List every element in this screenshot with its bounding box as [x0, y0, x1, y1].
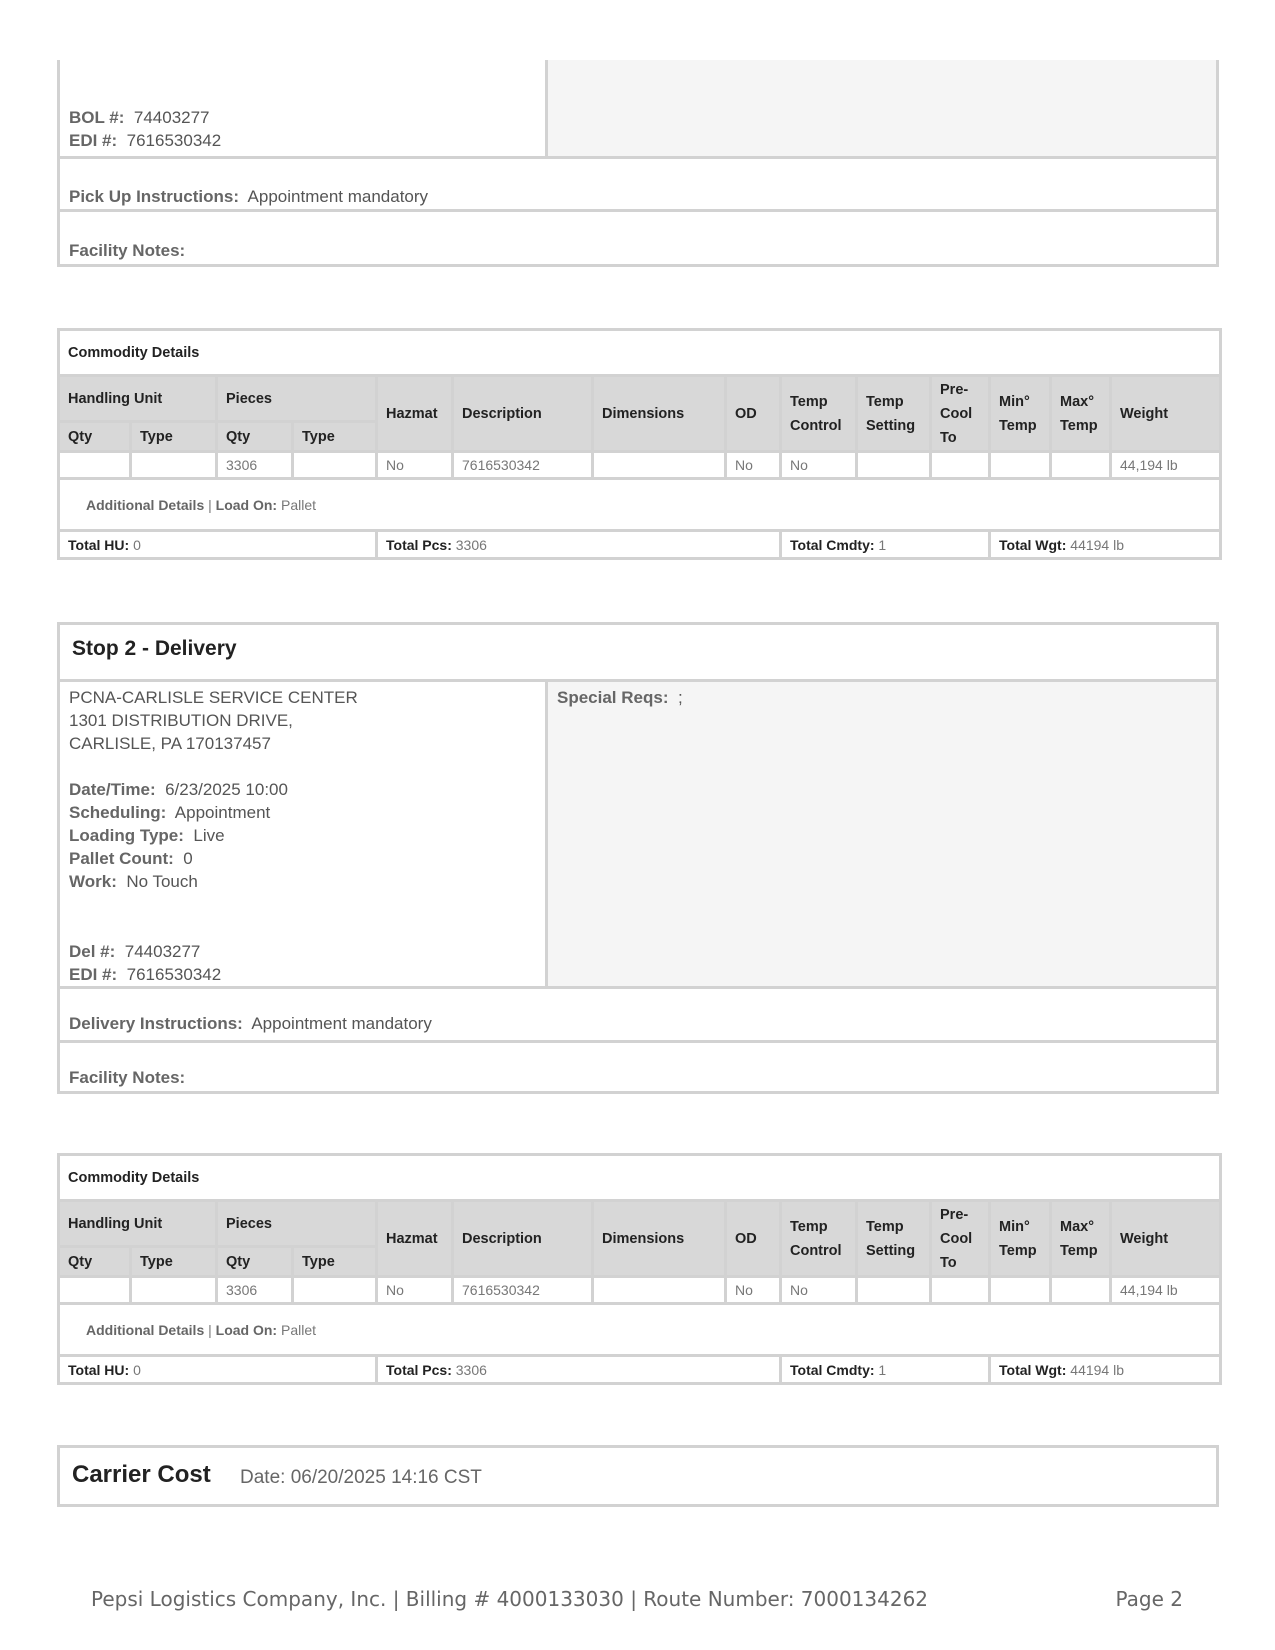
carrier-cost-title: Carrier Cost — [72, 1461, 211, 1488]
total-wgt: Total Wgt: 44194 lb — [990, 531, 1221, 559]
pcs-qty-header: Qty — [217, 1247, 293, 1277]
edi-label: EDI #: — [69, 131, 118, 150]
total-pcs: Total Pcs: 3306 — [377, 1356, 781, 1384]
pcs-qty-cell: 3306 — [217, 1277, 293, 1304]
description-cell: 7616530342 — [453, 452, 593, 479]
min-temp-cell — [990, 1277, 1051, 1304]
bol-value: 74403277 — [133, 108, 210, 127]
weight-header: Weight — [1111, 1201, 1221, 1277]
scheduling-line: Scheduling: Appointment — [69, 803, 271, 822]
edi-line-2: EDI #: 7616530342 — [69, 965, 222, 984]
address-line-2: 1301 DISTRIBUTION DRIVE, — [69, 711, 293, 730]
delivery-instructions-row — [60, 989, 1216, 1043]
precool-cell — [931, 1277, 990, 1304]
max-temp-cell — [1051, 1277, 1111, 1304]
stop1-info-row — [60, 60, 1216, 159]
dimensions-header: Dimensions — [593, 1201, 726, 1277]
delivery-instructions-value: Appointment mandatory — [251, 1014, 432, 1033]
loading-type-line: Loading Type: Live — [69, 826, 225, 845]
stop2-info-row — [60, 682, 1216, 989]
bol-label: BOL #: — [69, 108, 125, 127]
hu-qty-header: Qty — [59, 1247, 131, 1277]
weight-header: Weight — [1111, 376, 1221, 452]
min-temp-header: Min° Temp — [990, 1201, 1051, 1277]
stop1-left-cell — [60, 60, 548, 156]
stop2-facility-notes-row — [60, 1043, 1216, 1091]
pieces-header: Pieces — [217, 376, 377, 422]
additional-details: Additional Details | Load On: Pallet — [59, 479, 1221, 531]
pcs-type-header: Type — [293, 422, 377, 452]
max-temp-header: Max° Temp — [1051, 1201, 1111, 1277]
od-header: OD — [726, 1201, 781, 1277]
handling-unit-header: Handling Unit — [59, 1201, 217, 1247]
weight-cell: 44,194 lb — [1111, 1277, 1221, 1304]
del-line: Del #: 74403277 — [69, 942, 201, 961]
precool-header: Pre- Cool To — [931, 376, 990, 452]
stop2-header-row — [60, 625, 1216, 682]
temp-setting-header: Temp Setting — [857, 1201, 931, 1277]
temp-setting-header: Temp Setting — [857, 376, 931, 452]
precool-cell — [931, 452, 990, 479]
temp-control-header: Temp Control — [781, 376, 857, 452]
dimensions-header: Dimensions — [593, 376, 726, 452]
facility-notes-label-2: Facility Notes: — [69, 1068, 186, 1087]
stop2-title: Stop 2 - Delivery — [72, 637, 237, 660]
max-temp-header: Max° Temp — [1051, 376, 1111, 452]
pcs-type-cell — [293, 452, 377, 479]
datetime-line: Date/Time: 6/23/2025 10:00 — [69, 780, 288, 799]
handling-unit-header: Handling Unit — [59, 376, 217, 422]
temp-control-cell: No — [781, 452, 857, 479]
special-reqs-line: Special Reqs: ; — [557, 688, 683, 707]
stop2-left-cell — [60, 682, 548, 986]
commodity-title: Commodity Details — [59, 330, 1221, 376]
stop2-right-cell — [548, 682, 1216, 986]
pickup-instructions-value: Appointment mandatory — [247, 187, 429, 206]
delivery-instructions-label: Delivery Instructions: — [69, 1014, 243, 1033]
pcs-type-cell — [293, 1277, 377, 1304]
pcs-type-header: Type — [293, 1247, 377, 1277]
hazmat-cell: No — [377, 1277, 453, 1304]
hu-qty-header: Qty — [59, 422, 131, 452]
description-header: Description — [453, 376, 593, 452]
commodity-table — [57, 1153, 1222, 1385]
edi-line — [69, 129, 221, 152]
hazmat-header: Hazmat — [377, 1201, 453, 1277]
total-cmdty: Total Cmdty: 1 — [781, 1356, 990, 1384]
hu-type-cell — [131, 452, 217, 479]
od-cell: No — [726, 452, 781, 479]
hazmat-header: Hazmat — [377, 376, 453, 452]
pcs-qty-cell: 3306 — [217, 452, 293, 479]
temp-control-header: Temp Control — [781, 1201, 857, 1277]
temp-setting-cell — [857, 1277, 931, 1304]
dimensions-cell — [593, 1277, 726, 1304]
total-hu: Total HU: 0 — [59, 1356, 377, 1384]
pickup-instructions-label: Pick Up Instructions: — [69, 187, 240, 206]
hu-qty-cell — [59, 1277, 131, 1304]
total-hu: Total HU: 0 — [59, 531, 377, 559]
hu-type-cell — [131, 1277, 217, 1304]
address-line-1: PCNA-CARLISLE SERVICE CENTER — [69, 688, 358, 707]
stop2-section — [57, 622, 1219, 1094]
commodity-title: Commodity Details — [59, 1155, 1221, 1201]
table-row — [59, 452, 1221, 479]
stop1-facility-notes-row — [60, 212, 1216, 264]
carrier-cost-section — [57, 1445, 1219, 1507]
commodity-table — [57, 328, 1222, 560]
total-pcs: Total Pcs: 3306 — [377, 531, 781, 559]
hu-qty-cell — [59, 452, 131, 479]
weight-cell: 44,194 lb — [1111, 452, 1221, 479]
total-wgt: Total Wgt: 44194 lb — [990, 1356, 1221, 1384]
description-cell: 7616530342 — [453, 1277, 593, 1304]
additional-details: Additional Details | Load On: Pallet — [59, 1304, 1221, 1356]
hu-type-header: Type — [131, 422, 217, 452]
od-cell: No — [726, 1277, 781, 1304]
hazmat-cell: No — [377, 452, 453, 479]
facility-notes-label: Facility Notes: — [69, 241, 186, 260]
precool-header: Pre- Cool To — [931, 1201, 990, 1277]
address-line-3: CARLISLE, PA 170137457 — [69, 734, 271, 753]
dimensions-cell — [593, 452, 726, 479]
pieces-header: Pieces — [217, 1201, 377, 1247]
min-temp-cell — [990, 452, 1051, 479]
footer-page-number: Page 2 — [1115, 1587, 1183, 1611]
table-row — [59, 1277, 1221, 1304]
pallet-count-line: Pallet Count: 0 — [69, 849, 193, 868]
total-cmdty: Total Cmdty: 1 — [781, 531, 990, 559]
pcs-qty-header: Qty — [217, 422, 293, 452]
min-temp-header: Min° Temp — [990, 376, 1051, 452]
edi-value: 7616530342 — [126, 131, 222, 150]
stop1-right-cell — [548, 60, 1216, 156]
bol-line — [69, 106, 210, 129]
od-header: OD — [726, 376, 781, 452]
temp-setting-cell — [857, 452, 931, 479]
max-temp-cell — [1051, 452, 1111, 479]
stop1-section — [57, 60, 1219, 267]
hu-type-header: Type — [131, 1247, 217, 1277]
carrier-cost-date: Date: 06/20/2025 14:16 CST — [240, 1467, 482, 1488]
work-line: Work: No Touch — [69, 872, 198, 891]
footer-company-info: Pepsi Logistics Company, Inc. | Billing # 4000133030 | Route Number: 7000134262 — [91, 1587, 929, 1611]
pickup-instructions-row — [60, 159, 1216, 212]
temp-control-cell: No — [781, 1277, 857, 1304]
description-header: Description — [453, 1201, 593, 1277]
